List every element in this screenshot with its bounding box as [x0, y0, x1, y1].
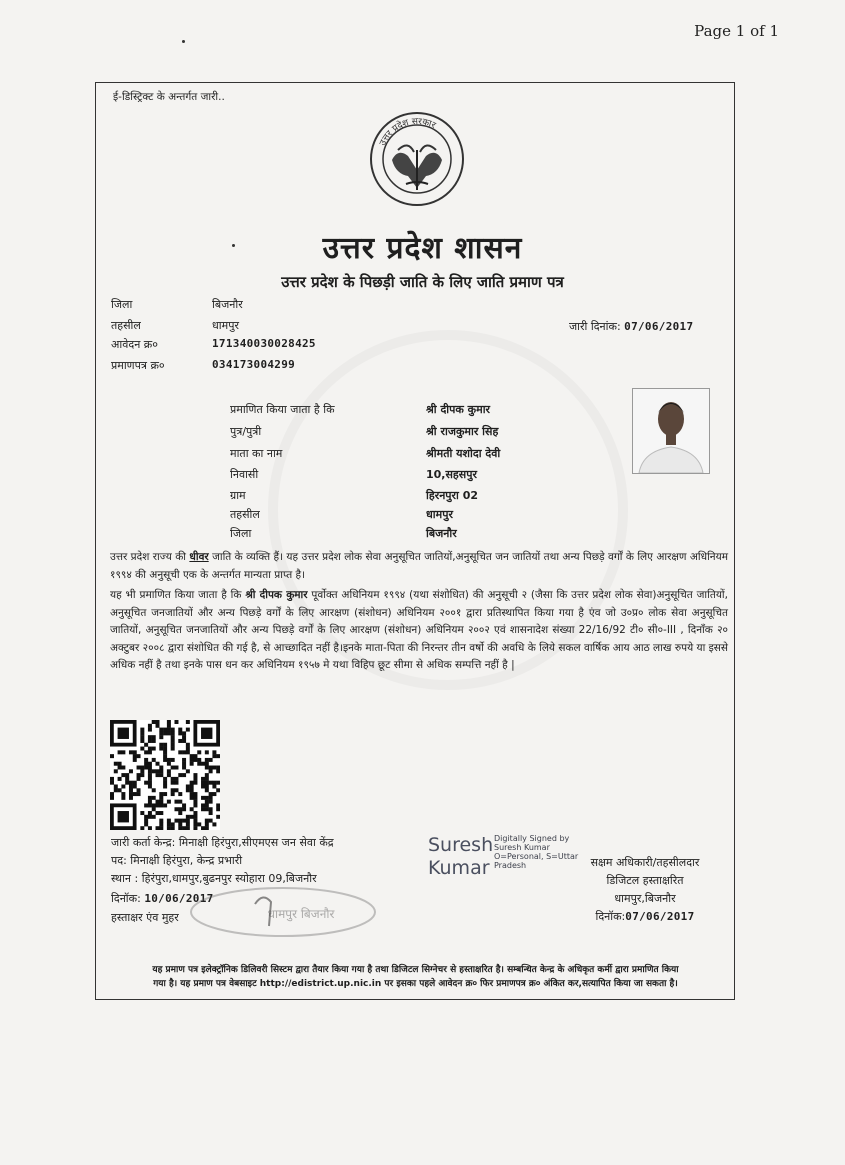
- father-name: श्री राजकुमार सिह: [426, 425, 499, 438]
- field-label: प्रमाणपत्र क्र०: [111, 359, 165, 372]
- page-number-header: Page 1 of 1: [694, 22, 779, 40]
- qr-code-icon: [110, 720, 220, 830]
- authority-place: धामपुर,बिजनौर: [614, 892, 676, 905]
- field-label: प्रमाणित किया जाता है कि: [230, 403, 335, 416]
- issuer-date: दिनॉक: 10/06/2017: [111, 892, 214, 905]
- field-label: तहसील: [111, 319, 141, 332]
- village: हिरनपुरा 02: [426, 489, 479, 502]
- top-note: ई-डिस्ट्रिक्ट के अन्तर्गत जारी..: [113, 91, 225, 103]
- up-emblem-icon: [368, 110, 466, 208]
- field-label: तहसील: [230, 508, 260, 521]
- rubber-stamp-icon: [183, 882, 383, 942]
- stamp-text: धामपुर बिजनौर: [267, 907, 335, 921]
- applicant-name: श्री दीपक कुमार: [426, 403, 491, 416]
- field-value: धामपुर: [212, 319, 239, 332]
- authority-title: सक्षम अधिकारी/तहसीलदार: [590, 856, 700, 869]
- applicant-name-inline: श्री दीपक कुमार: [245, 589, 308, 601]
- field-label: जिला: [111, 298, 133, 311]
- caste-paragraph: उत्तर प्रदेश राज्य की धीवर जाति के व्यक्ति हैं। यह उत्तर प्रदेश लोक सेवा अनुसूचित जातियों,अनुसूचित जन जातियों तथा अन्य पिछड़े वर्गों के लिए आरक्षण अधिनियम १९९४ की अनुसूची एक के अन्तर्गत मान्यता प्राप्त है।: [110, 551, 728, 581]
- tehsil: धामपुर: [426, 508, 453, 521]
- field-label: आवेदन क्र०: [111, 338, 158, 351]
- issuer-post: पद: मिनाक्षी हिरंपुरा, केन्द्र प्रभारी: [111, 854, 243, 867]
- issuer-sign-label: हस्ताक्षर एंव मुहर: [111, 911, 179, 924]
- field-label: निवासी: [230, 468, 259, 481]
- certification-paragraph: यह भी प्रमाणित किया जाता है कि श्री दीपक कुमार पूर्वोक्त अधिनियम १९९४ (यथा संशोधित) की अनुसूची २ (जैसा कि उत्तर प्रदेश लोक सेवा)अनुसूचित जातियों, अनुसूचित जनजातियों और अन्य पिछड़े वर्गों के लिए आरक्षण (संशोधन) अधिनियम २००१ द्वारा प्रतिस्थापित किया गया है एंव जो उ०प्र० लोक सेवा अनुसूचित जातियों, अनुसूचित जनजातियों और अन्य पिछड़े वर्गों के लिए आरक्षण (संशोधन) अधिनियम २००२ एवं शासनादेश संख्या 22/16/92 टी० सी०-III , दिनाँक २० अक्टुबर २००८ द्वारा संशोधित की गई है, से आच्छादित नहीं है।इनके माता-पिता की निरन्तर तीन वर्षो की अवधि के लिये सकल वार्षिक आय आठ लाख रुपये या इससे अधिक नहीं है तथा इनके पास धन कर अधिनियम १९५७ मे यथा विहिप छूट सीमा से अधिक सम्पत्ति नहीं है |: [110, 589, 728, 671]
- certificate-number: 034173004299: [212, 358, 296, 371]
- field-value: बिजनौर: [212, 298, 243, 311]
- mother-name: श्रीमती यशोदा देवी: [426, 447, 501, 460]
- issuer-place: स्थान : हिरंपुरा,धामपुर,बुढनपुर स्योहारा 09,बिजनौर: [111, 872, 317, 885]
- issue-date-value: 07/06/2017: [624, 320, 694, 333]
- footer-note: यह प्रमाण पत्र इलेक्ट्रॉनिक डिलिवरी सिस्टम द्वारा तैयार किया गया है तथा डिजिटल सिग्नेचर से हस्ताक्षरित है। सम्बन्धित केन्द्र के अधिकृत कर्मी द्वारा प्रमाणित किया गया है। यह प्रमाण पत्र वेबसाइट http://edistrict.up.nic.in पर इसका पहले आवेदन क्र० फिर प्रमाणपत्र क्र० अंकित कर,सत्यापित किया जा सकता है।: [152, 965, 679, 989]
- certificate-subtitle: उत्तर प्रदेश के पिछड़ी जाति के लिए जाति प्रमाण पत्र: [281, 273, 564, 291]
- applicant-photo: [632, 388, 710, 474]
- residence: 10,सहसपुर: [426, 468, 477, 481]
- field-label: माता का नाम: [230, 447, 283, 460]
- issuer-centre: जारी कर्ता केन्द्र: मिनाक्षी हिरंपुरा,सीएमएस जन सेवा केंद्र: [111, 836, 334, 849]
- emblem-text: उत्तर प्रदेश सरकार: [378, 116, 437, 148]
- signer-name-line2: Kumar: [428, 857, 490, 879]
- issue-date-label: जारी दिनांक:: [569, 320, 621, 333]
- application-number: 171340030028425: [212, 337, 316, 350]
- stray-dot: [182, 40, 185, 43]
- district: बिजनौर: [426, 527, 457, 540]
- signature-details: Digitally Signed by Suresh Kumar O=Personal, S=Uttar Pradesh: [494, 834, 579, 870]
- field-label: ग्राम: [230, 489, 246, 502]
- svg-text:उत्तर प्रदेश सरकार: [378, 117, 437, 148]
- authority-digital: डिजिटल हस्ताक्षरित: [606, 874, 684, 887]
- authority-date: दिनॉक:07/06/2017: [595, 910, 695, 923]
- signer-name-line1: Suresh: [428, 834, 494, 856]
- field-label: जिला: [230, 527, 252, 540]
- authority-block: [560, 854, 730, 926]
- main-title: उत्तर प्रदेश शासन: [322, 231, 523, 266]
- caste-name: धीवर: [189, 551, 209, 563]
- issue-date: [569, 318, 693, 335]
- field-label: पुत्र/पुत्री: [230, 425, 262, 438]
